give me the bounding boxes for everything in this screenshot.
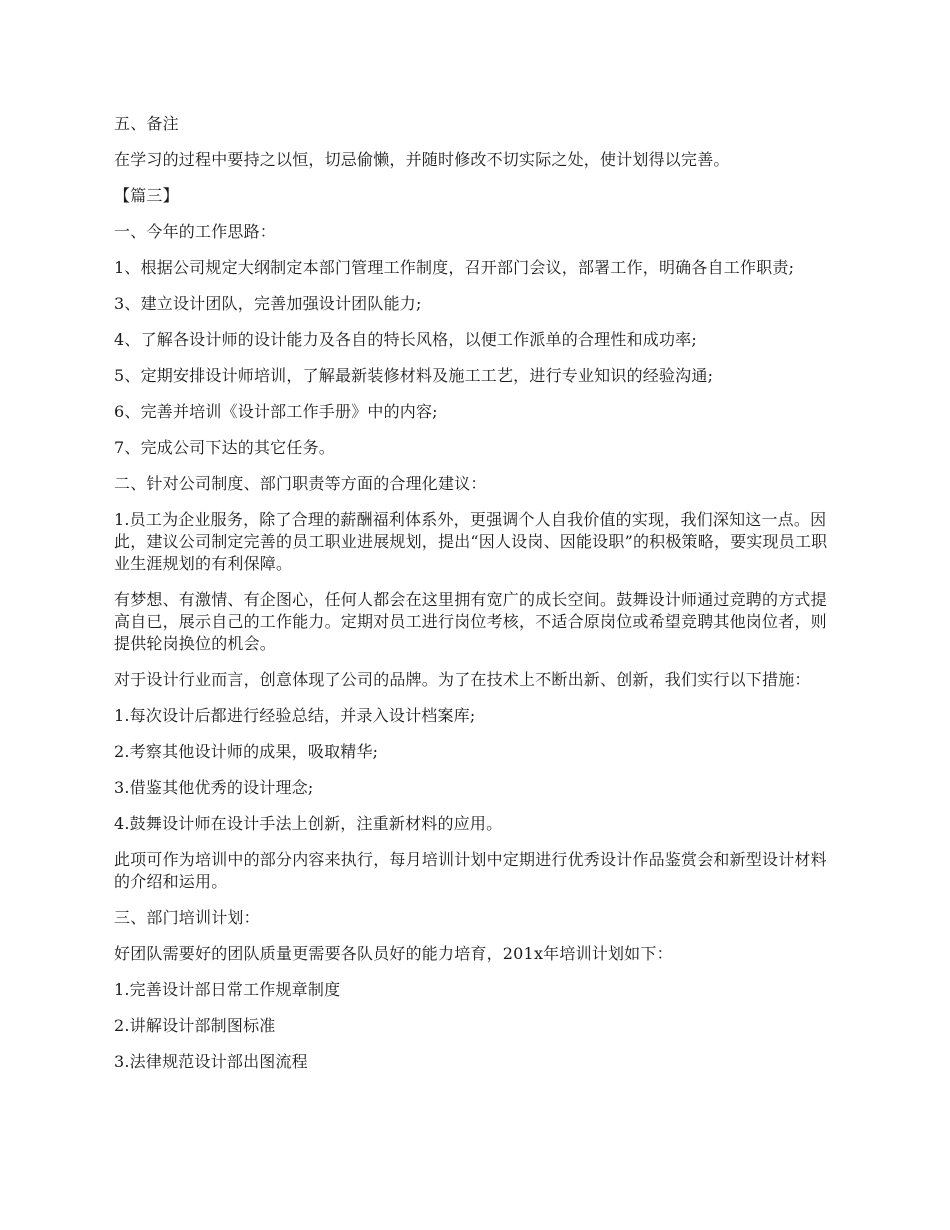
paragraph-suggestion-1: 1.员工为企业服务，除了合理的薪酬福利体系外，更强调个人自我价值的实现，我们深知这一点。因此，建议公司制定完善的员工职业进展规划，提出“因人设岗、因能设职”的积极策略，要实现员工职业生涯规划的有利保障。 <box>114 510 828 573</box>
paragraph-training-intro: 好团队需要好的团队质量更需要各队员好的能力培育，201x年培训计划如下： <box>114 944 673 963</box>
section-heading-remarks: 五、备注 <box>114 114 179 133</box>
part-three-heading: 【篇三】 <box>114 186 179 205</box>
list-item-training-2: 2.讲解设计部制图标准 <box>114 1016 276 1035</box>
paragraph-remarks-text: 在学习的过程中要持之以恒，切忌偷懒，并随时修改不切实际之处，使计划得以完善。 <box>114 150 730 169</box>
list-item-training-1: 1.完善设计部日常工作规章制度 <box>114 980 341 999</box>
list-item-training-3: 3.法律规范设计部出图流程 <box>114 1052 308 1071</box>
paragraph-growth-space: 有梦想、有激情、有企图心，任何人都会在这里拥有宽广的成长空间。鼓舞设计师通过竞聘的方式提高自已，展示自己的工作能力。定期对员工进行岗位考核，不适合原岗位或希望竞聘其他岗位者，则提供轮岗换位的机会。 <box>114 590 827 653</box>
list-item-work-idea-5: 5、定期安排设计师培训，了解最新装修材料及施工工艺，进行专业知识的经验沟通; <box>114 366 714 385</box>
list-item-measure-4: 4.鼓舞设计师在设计手法上创新，注重新材料的应用。 <box>114 814 503 833</box>
list-item-measure-3: 3.借鉴其他优秀的设计理念; <box>114 778 314 797</box>
list-item-measure-1: 1.每次设计后都进行经验总结，并录入设计档案库; <box>114 706 476 725</box>
section-heading-work-ideas: 一、今年的工作思路： <box>114 222 277 241</box>
list-item-work-idea-4: 4、了解各设计师的设计能力及各自的特长风格，以便工作派单的合理性和成功率; <box>114 330 697 349</box>
list-item-work-idea-1: 1、根据公司规定大纲制定本部门管理工作制度，召开部门会议，部署工作，明确各自工作职责; <box>114 258 795 277</box>
section-heading-training-plan: 三、部门培训计划： <box>114 908 260 927</box>
paragraph-training-content: 此项可作为培训中的部分内容来执行，每月培训计划中定期进行优秀设计作品鉴赏会和新型设计材料的介绍和运用。 <box>114 850 827 891</box>
list-item-work-idea-6: 6、完善并培训《设计部工作手册》中的内容; <box>114 402 438 421</box>
document-body <box>114 113 838 1087</box>
paragraph-design-creativity: 对于设计行业而言，创意体现了公司的品牌。为了在技术上不断出新、创新，我们实行以下措施： <box>114 670 811 689</box>
list-item-work-idea-3: 3、建立设计团队，完善加强设计团队能力; <box>114 294 422 313</box>
list-item-measure-2: 2.考察其他设计师的成果，吸取精华; <box>114 742 379 761</box>
list-item-work-idea-7: 7、完成公司下达的其它任务。 <box>114 438 335 457</box>
section-heading-suggestions: 二、针对公司制度、部门职责等方面的合理化建议： <box>114 474 487 493</box>
